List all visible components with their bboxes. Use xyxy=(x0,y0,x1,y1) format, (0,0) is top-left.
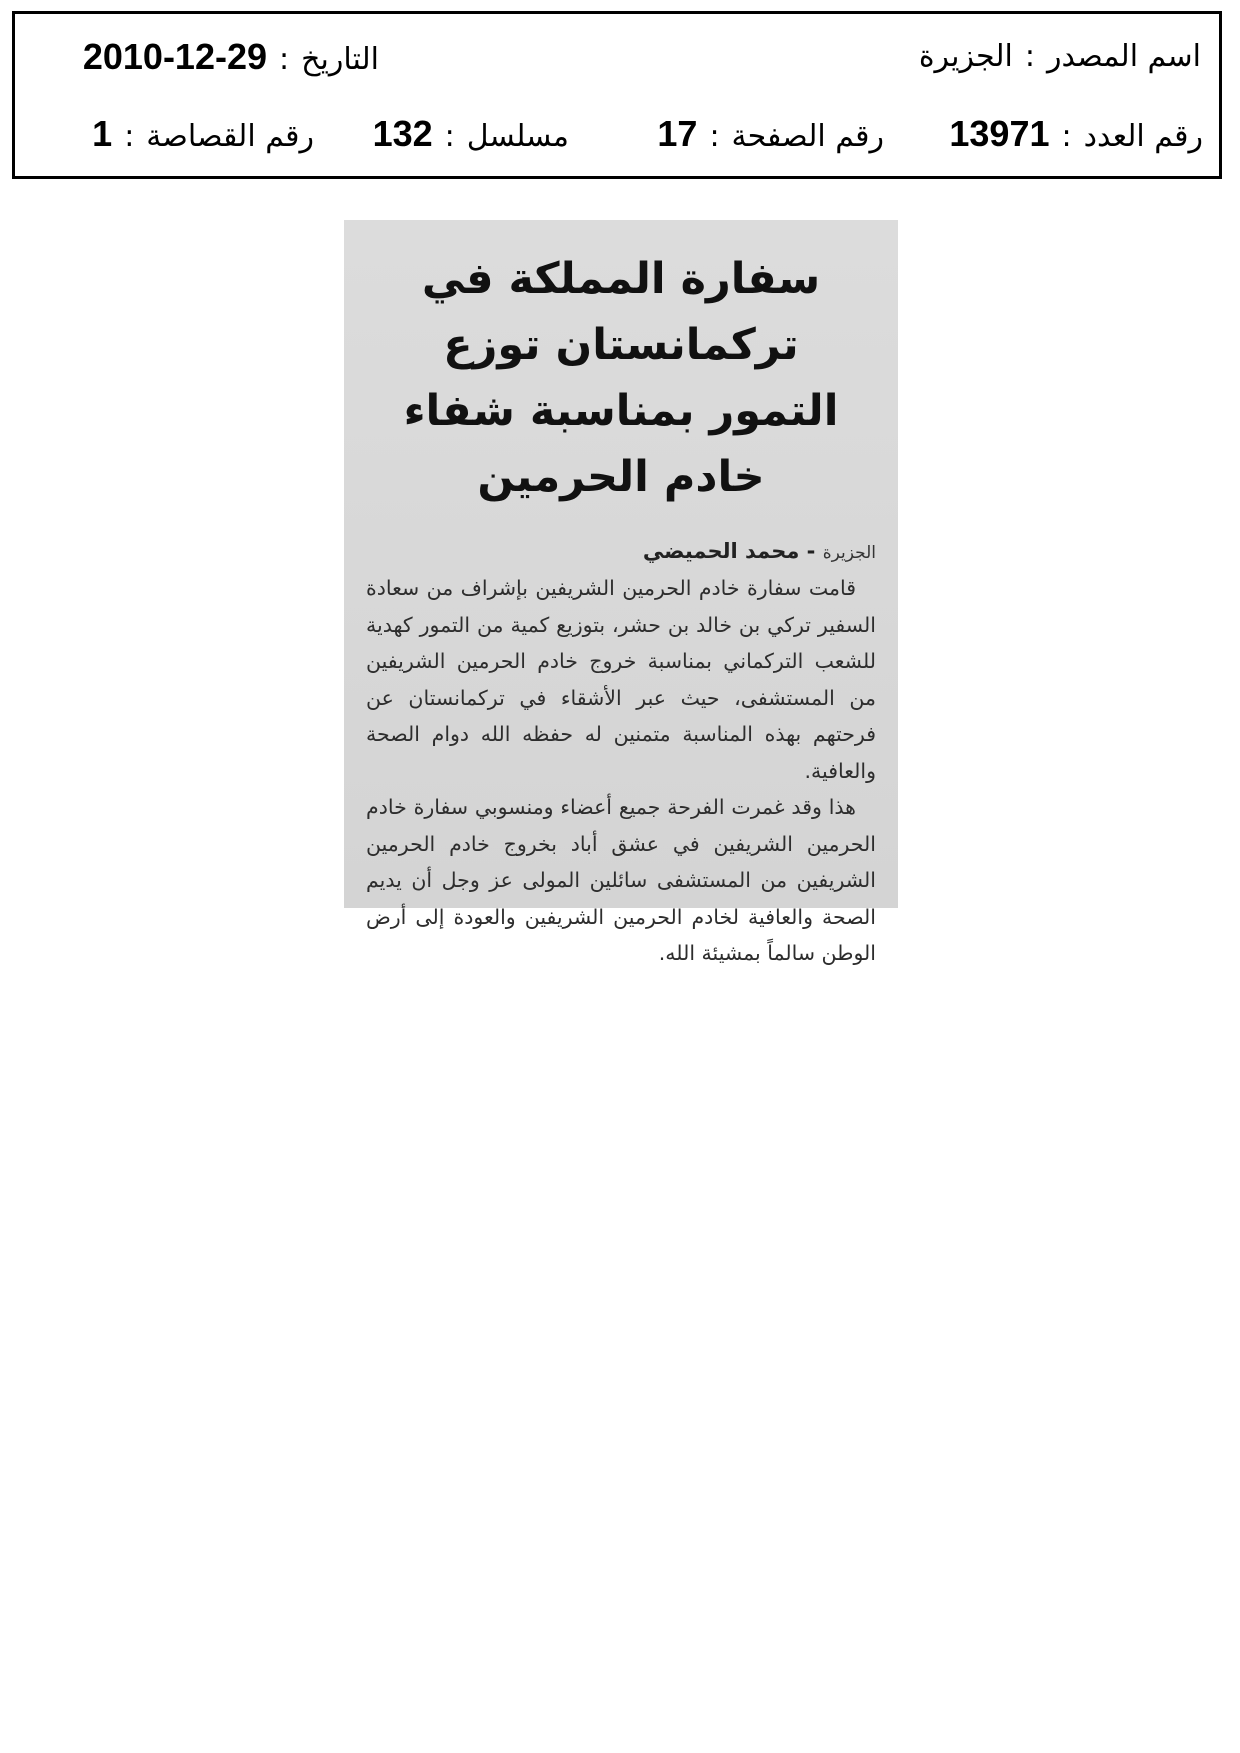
separator: : xyxy=(1024,39,1035,74)
separator: : xyxy=(279,42,290,77)
serial-field xyxy=(373,109,569,162)
clipping-header xyxy=(12,11,1222,179)
headline-line-2: التمور بمناسبة شفاء خادم الحرمين xyxy=(403,386,839,502)
header-row-2 xyxy=(15,109,1219,159)
serial-label: مسلسل xyxy=(466,119,569,154)
page-label: رقم الصفحة xyxy=(731,119,884,154)
byline-author: محمد الحميضي xyxy=(642,539,800,563)
article-paragraph-2: هذا وقد غمرت الفرحة جميع أعضاء ومنسوبي سفارة خادم الحرمين الشريفين في عشق أباد بخروج خادم الحرمين الشريفين من المستشفى سائلين المولى عز وجل أن يديم الصحة والعافية لخادم الحرمين الشريفين والعودة إلى أرض الوطن سالماً بمشيئة الله. xyxy=(366,795,876,965)
newspaper-clipping xyxy=(344,220,898,965)
separator: : xyxy=(709,119,720,154)
date-field xyxy=(83,32,379,85)
page-field xyxy=(657,109,884,162)
article-byline xyxy=(366,536,876,568)
byline-paper: الجزيرة xyxy=(822,543,876,563)
source-field xyxy=(919,32,1201,82)
date-label: التاريخ xyxy=(301,42,379,77)
byline-dash: - xyxy=(799,539,823,563)
clip-field xyxy=(92,109,314,162)
page-value: 17 xyxy=(657,113,698,154)
clip-value: 1 xyxy=(92,113,113,154)
issue-field xyxy=(949,109,1203,162)
header-row-1 xyxy=(15,32,1219,82)
separator: : xyxy=(1061,119,1072,154)
separator: : xyxy=(124,119,135,154)
headline-line-1: سفارة المملكة في تركمانستان توزع xyxy=(421,254,821,370)
clip-label: رقم القصاصة xyxy=(146,119,314,154)
issue-value: 13971 xyxy=(949,113,1050,154)
article-headline xyxy=(366,246,876,510)
source-value: الجزيرة xyxy=(918,39,1013,74)
source-label: اسم المصدر xyxy=(1046,39,1201,74)
separator: : xyxy=(444,119,455,154)
date-value: 2010-12-29 xyxy=(82,36,268,77)
issue-label: رقم العدد xyxy=(1083,119,1203,154)
article-paragraph-1: قامت سفارة خادم الحرمين الشريفين بإشراف من سعادة السفير تركي بن خالد بن حشر، بتوزيع كمية من التمور كهدية للشعب التركماني بمناسبة خروج خادم الحرمين الشريفين من المستشفى، حيث عبر الأشقاء في تركمانستان عن فرحتهم بهذه المناسبة متمنين له حفظه الله دوام الصحة والعافية. xyxy=(366,576,876,783)
serial-value: 132 xyxy=(372,113,433,154)
